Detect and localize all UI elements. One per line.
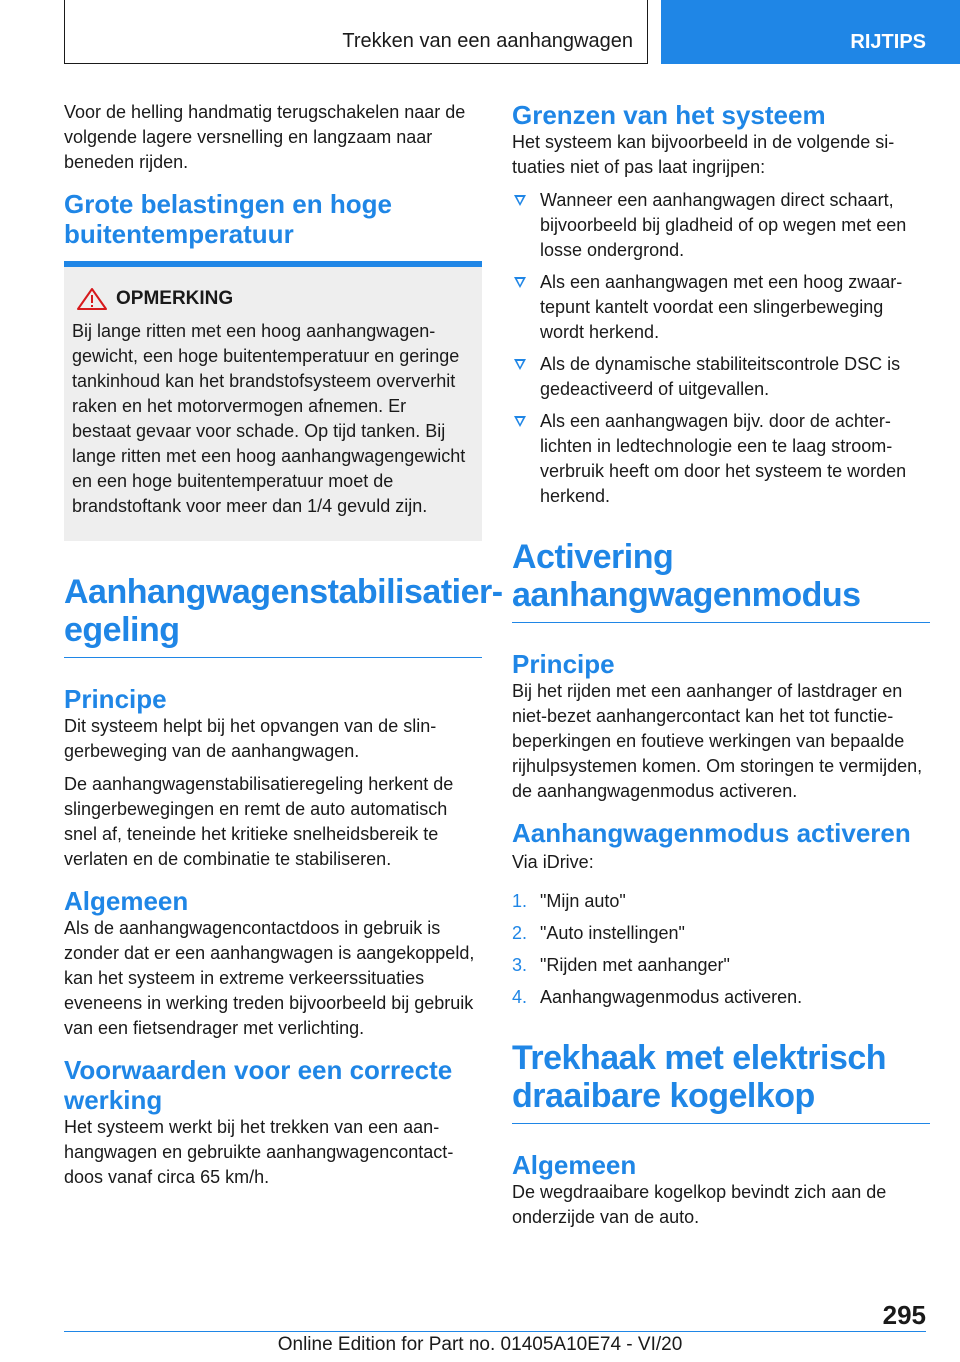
section-tab-label: RIJTIPS [850,31,926,53]
list-item: Wanneer een aanhangwagen direct schaart, bijvoorbeeld bij gladheid of op wegen met een losse ondergrond. [512,188,930,263]
list-item: 1. "Mijn auto" [512,891,626,911]
list-item: Als de dynamische stabiliteitscontrole DSC is gedeactiveerd of uitgevallen. [512,352,930,402]
heading-algemeen: Algemeen [64,886,189,916]
left-column [64,100,504,1198]
note-header [72,287,470,311]
heading-principe: Principe [64,684,167,714]
grenzen-list [512,188,930,509]
heading-principe-right: Principe [512,649,615,679]
heading-activering: Activering aanhangwagenmodus [512,538,930,623]
footer-rule [64,1331,926,1332]
bullet-triangle-icon [514,416,526,427]
note-text: Bij lange ritten met een hoog aanhangwagengewicht, een hoge buitentemperatuur en geringe tankinhoud kan het brandstofsysteem oververhit raken en het motorvermogen afnemen. Er bestaat gevaar voor schade. Op tijd tanken. Bij lange ritten met een hoog aanhangwagengewicht en een hoge buitentemperatuur moet de brandstoftank voor meer dan 1/4 gevuld zijn. [72,321,466,516]
bullet-triangle-icon [514,195,526,206]
grenzen-paragraph: Het systeem kan bijvoorbeeld in de volgende situaties niet of pas laat ingrijpen: [512,132,895,177]
heading-trekhaak: Trekhaak met elektrisch draaibare kogelkop [512,1039,930,1124]
via-idrive: Via iDrive: [512,852,594,872]
algemeen-right-paragraph: De wegdraaibare kogelkop bevindt zich aan de onderzijde van de auto. [512,1182,887,1227]
principe-paragraph-1: Dit systeem helpt bij het opvangen van de slingerbeweging van de aanhangwagen. [64,716,437,761]
heading-algemeen-right: Algemeen [512,1150,637,1180]
page-header [0,0,960,66]
list-item: 3. "Rijden met aanhanger" [512,955,730,975]
principe-paragraph-2: De aanhangwagenstabilisatieregeling herkent de slingerbewegingen en remt de auto automatisch snel af, teneinde het kritieke snelheidsbereik te verlaten en de combinatie te stabiliseren. [64,774,454,869]
heading-grote-belastingen: Grote belastingen en hoge buitentemperatuur [64,189,392,249]
chapter-title: Trekken van een aanhangwagen [342,30,633,52]
footer-edition: Online Edition for Part no. 01405A10E74 - VI/20 [277,1334,683,1355]
list-item: 4. Aanhangwagenmodus activeren. [512,987,803,1007]
algemeen-paragraph: Als de aanhangwagencontactdoos in gebruik is zonder dat er een aanhangwagen is aangekoppeld, kan het systeem in extreme verkeerssituaties eveneens in werking treden bijvoorbeeld bij gebruik van een fietsendrager met verlichting. [64,918,475,1038]
note-box [64,267,482,541]
heading-grenzen: Grenzen van het systeem [512,100,826,130]
heading-voorwaarden: Voorwaarden voor een correcte werking [64,1055,453,1115]
note-title: OPMERKING [116,288,234,309]
warning-icon [76,287,108,311]
voorwaarden-paragraph: Het systeem werkt bij het trekken van een aanhangwagen en gebruikte aanhangwagencontactdoos vanaf circa 65 km/h. [64,1117,454,1187]
list-item: 2. "Auto instellingen" [512,923,685,943]
intro-paragraph: Voor de helling handmatig terugschakelen naar de volgende lagere versnelling en langzaam naar beneden rijden. [64,102,466,172]
principe-right-paragraph: Bij het rijden met een aanhanger of lastdrager en niet-bezet aanhangercontact kan het tot functiebeperkingen en foutieve werkingen van bepaalde rijhulpsystemen komen. Om storingen te vermijden, de aanhangwagenmodus activeren. [512,681,923,801]
page-number: 295 [882,1300,926,1330]
right-column [512,100,930,1238]
bullet-triangle-icon [514,359,526,370]
bullet-triangle-icon [514,277,526,288]
heading-stabilisatie: Aanhangwagenstabilisatieregeling [64,573,482,658]
section-tab[interactable] [661,0,960,64]
steps-list [512,889,930,1010]
chapter-title-box [64,0,648,64]
list-item: Als een aanhangwagen bijv. door de achterlichten in ledtechnologie een te laag stroomverbruik heeft om door het systeem te worden herkend. [512,409,930,509]
list-item: Als een aanhangwagen met een hoog zwaartepunt kantelt voordat een slingerbeweging wordt herkend. [512,270,930,345]
heading-modus-activeren: Aanhangwagenmodus activeren [512,818,911,848]
